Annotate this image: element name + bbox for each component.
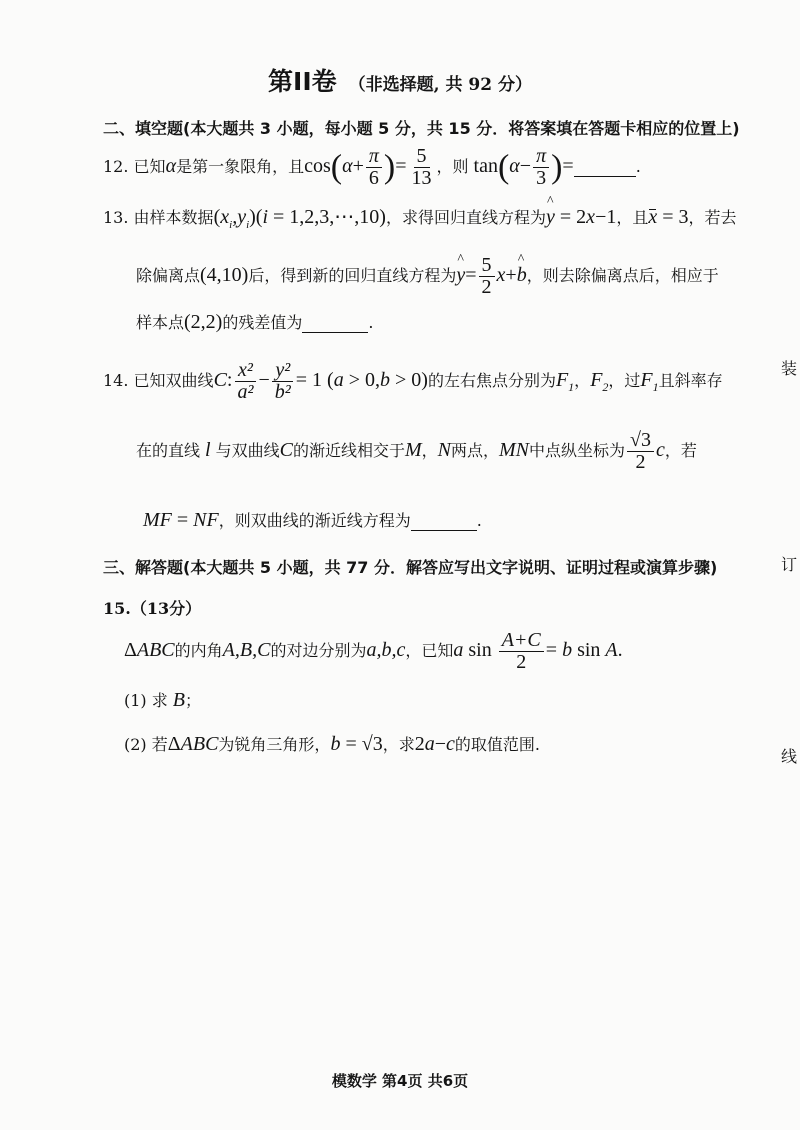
q12-answer-blank	[574, 158, 636, 177]
q15-part-1: (1) 求 B；	[124, 689, 201, 711]
question-15: ΔABC的内角A,B,C的对边分别为a,b,c，已知a sin $\frac{A+C}{2}$ = b sin A.	[124, 629, 623, 673]
q15-header: 15.（13分）	[103, 599, 202, 618]
q14-number: 14.	[103, 371, 129, 390]
q15-part-2: (2) 若ΔABC为锐角三角形，b = √3，求2a−c的取值范围.	[124, 733, 540, 755]
page-title	[0, 62, 800, 98]
section-2-heading: 二、填空题(本大题共 3 小题，每小题 5 分，共 15 分．将答案填在答题卡相应的位置上)	[103, 119, 740, 138]
q14-line-2: 在的直线 l 与双曲线C的渐近线相交于M，N两点，MN中点纵坐标为 $\frac{√3}{2}$ c，若	[136, 429, 697, 473]
question-14: 14. 已知双曲线C: $\frac{\text{x²}}{\text{a²}}$ − $\frac{\text{y²}}{\text{b²}}$ = 1 (a > 0,b > 0)的左右焦点分别为$F_1$，$F_2$，过$F_1$且斜率存	[103, 359, 723, 403]
volume-title: 第II卷	[268, 67, 337, 96]
q13-number: 13.	[103, 208, 129, 227]
q12-number: 12.	[103, 157, 129, 176]
side-mark-xian: 线	[781, 747, 798, 766]
question-13: 13. 由样本数据$(x_i,y_i)(i$ = 1,2,3,⋯,10)，求得回归直线方程为^ y = 2x−1，且x = 3，若去	[103, 204, 737, 231]
q13-line-3: 样本点(2,2)的残差值为 .	[136, 311, 374, 333]
q13-line-2: 除偏离点(4,10)后，得到新的回归直线方程为^ y= $\frac{5}{2}$ x+^ b，则去除偏离点后，相应于	[136, 255, 719, 298]
question-12: 12. 已知α是第一象限角，且cos(α+ $\frac{\pi}{6}$ )= $\frac{5}{13}$ ，则 tan(α− $\frac{\pi}{3}$ )= .	[103, 145, 641, 189]
q13-answer-blank	[302, 314, 368, 333]
section-3-heading: 三、解答题(本大题共 5 小题，共 77 分．解答应写出文字说明、证明过程或演算步骤)	[103, 558, 718, 577]
volume-subtitle: （非选择题, 共 92 分）	[348, 75, 532, 95]
q14-answer-blank	[411, 512, 477, 531]
q14-line-3: MF = NF，则双曲线的渐近线方程为 .	[143, 509, 482, 531]
side-mark-ding: 订	[781, 555, 798, 574]
side-mark-zhuang: 装	[781, 359, 798, 378]
page-footer: 模数学 第4页 共6页	[331, 1072, 469, 1090]
